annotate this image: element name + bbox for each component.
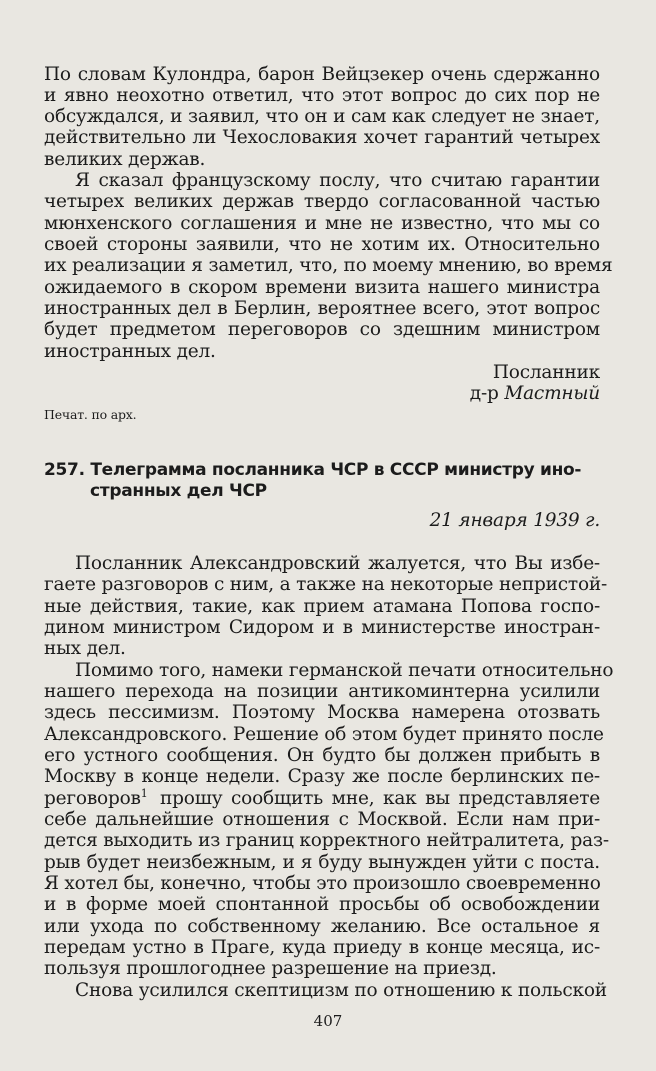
text-line: Москву в конце недели. Сразу же после берлинских пе- <box>44 766 600 787</box>
text-fragment: реговоров$^1$ <box>44 786 148 809</box>
document-title-line2: странных дел ЧСР <box>90 481 267 501</box>
text-line: и в форме моей спонтанной просьбы об освобождении <box>44 894 600 915</box>
text-line: иностранных дел в Берлин, вероятнее всего, этот вопрос <box>44 298 600 319</box>
text-line: дется выходить из границ корректного нейтралитета, раз- <box>44 830 609 851</box>
text-line <box>44 788 600 809</box>
text-line: своей стороны заявили, что не хотим их. Относительно <box>44 234 600 255</box>
text-line: Я хотел бы, конечно, чтобы это произошло своевременно <box>44 873 601 894</box>
text-line: Я сказал французскому послу, что считаю гарантии <box>75 170 600 191</box>
text-line: его устного сообщения. Он будто бы должен прибыть в <box>44 745 600 766</box>
text-line: ных дел. <box>44 638 126 659</box>
text-line: нашего перехода на позиции антикоминтерна усилили <box>44 681 600 702</box>
text-line: или ухода по собственному желанию. Все остальное я <box>44 916 600 937</box>
text-line: Александровского. Решение об этом будет принято после <box>44 724 604 745</box>
footnote-mark: 1 <box>140 786 148 800</box>
text-line: Снова усилился скептицизм по отношению к польской <box>75 980 607 1001</box>
text-line: ожидаемого в скором времени визита нашего министра <box>44 277 600 298</box>
text-line: По словам Кулондра, барон Вейцзекер очень сдержанно <box>44 64 600 85</box>
document-number: 257. <box>44 460 85 480</box>
source-note: Печат. по арх. <box>44 407 137 422</box>
text-line: гаете разговоров с ним, а также на некоторые непристой- <box>44 574 608 595</box>
text-line: себе дальнейшие отношения с Москвой. Если нам при- <box>44 809 600 830</box>
text-line: и явно неохотно ответил, что этот вопрос до сих пор не <box>44 85 600 106</box>
text-line: мюнхенского соглашения и мне не известно, что мы со <box>44 213 600 234</box>
page-number: 407 <box>313 1012 343 1030</box>
text-line: действительно ли Чехословакия хочет гарантий четырех <box>44 127 600 148</box>
text-line: их реализации я заметил, что, по моему мнению, во время <box>44 255 613 276</box>
signature-surname: Мастный <box>504 383 600 404</box>
text-line: рыв будет неизбежным, и я буду вынужден уйти с поста. <box>44 852 600 873</box>
text-line: ные действия, такие, как прием атамана Попова госпо- <box>44 596 600 617</box>
text-line: четырех великих держав твердо согласованной частью <box>44 191 600 212</box>
text-line: пользуя прошлогоднее разрешение на приезд. <box>44 958 497 979</box>
text-line: дином министром Сидором и в министерстве иностран- <box>44 617 600 638</box>
text-line: Помимо того, намеки германской печати относительно <box>75 660 614 681</box>
text-line: великих держав. <box>44 149 206 170</box>
text-fragment: прошу сообщить мне, как вы представляете <box>160 788 600 809</box>
document-date: 21 января 1939 г. <box>429 510 600 531</box>
text-line: передам устно в Праге, куда приеду в конце месяца, ис- <box>44 937 600 958</box>
text-line: будет предметом переговоров со здешним министром <box>44 319 600 340</box>
text-line: здесь пессимизм. Поэтому Москва намерена отозвать <box>44 702 600 723</box>
document-title <box>44 460 600 481</box>
document-title-line1: Телеграмма посланника ЧСР в СССР министру ино- <box>90 460 582 480</box>
signature-prefix: д-р <box>469 383 499 404</box>
signature-title: Посланник <box>492 362 600 383</box>
text-line: обсуждался, и заявил, что он и сам как следует не знает, <box>44 106 600 127</box>
text-line: иностранных дел. <box>44 341 216 362</box>
text-line: Посланник Александровский жалуется, что Вы избе- <box>75 553 600 574</box>
signature-name <box>44 383 600 404</box>
